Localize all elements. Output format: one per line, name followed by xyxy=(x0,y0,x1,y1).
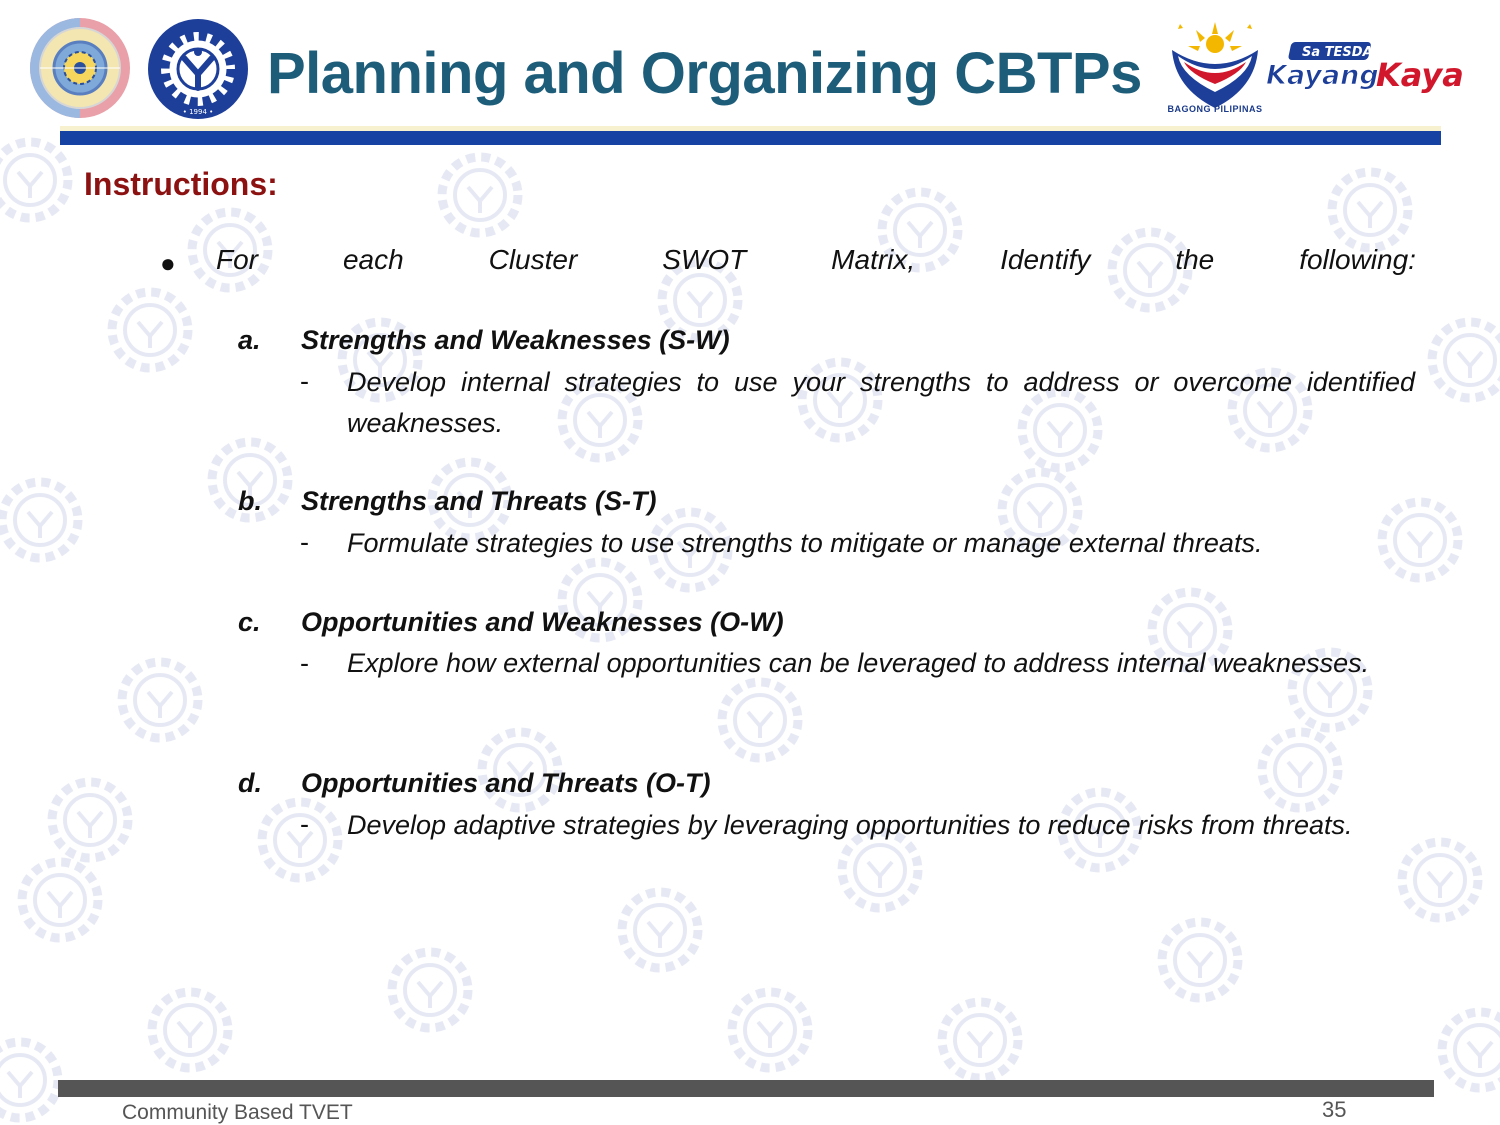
item-letter-c: c. xyxy=(238,607,261,637)
intro-word: For xyxy=(216,244,258,275)
footer-bar xyxy=(58,1080,1434,1097)
item-description-ot: Develop adaptive strategies by leveraging opportunities to reduce risks from threats. xyxy=(347,810,1353,840)
kayang-kaya-logo xyxy=(1262,40,1482,96)
intro-line xyxy=(216,244,1416,276)
page-number: 35 xyxy=(1322,1097,1347,1122)
footer-text: Community Based TVET xyxy=(122,1101,353,1124)
intro-word: Matrix, xyxy=(831,244,916,275)
item-letter-a: a. xyxy=(238,325,261,355)
tesda-seal-logo xyxy=(146,18,250,120)
kayang-kaya-right-text: Kaya xyxy=(1376,56,1464,94)
intro-word: following: xyxy=(1299,244,1416,275)
header-divider-bar xyxy=(60,131,1441,145)
intro-word: SWOT xyxy=(662,244,747,275)
intro-word: the xyxy=(1175,244,1215,275)
intro-word: Identify xyxy=(1000,244,1091,275)
cbtvet-seal-logo xyxy=(28,16,132,120)
intro-word: Cluster xyxy=(488,244,578,275)
item-heading-sw: Strengths and Weaknesses (S-W) xyxy=(301,325,730,355)
item-dash: - xyxy=(300,648,309,678)
item-letter-d: d. xyxy=(238,768,262,798)
item-description-sw: Develop internal strategies to use your strengths to address or overcome identified weaknesses. xyxy=(347,367,1415,438)
bullet-icon: ● xyxy=(160,248,176,278)
kayang-kaya-top-text: Sa TESDA, xyxy=(1302,45,1378,60)
intro-word: each xyxy=(342,244,404,275)
kayang-kaya-left-text: Kayang xyxy=(1266,60,1379,91)
item-dash: - xyxy=(300,527,309,557)
page-title: Planning and Organizing CBTPs xyxy=(267,41,1142,106)
instructions-heading: Instructions: xyxy=(84,166,278,202)
item-heading-ot: Opportunities and Threats (O-T) xyxy=(301,768,711,798)
item-letter-b: b. xyxy=(238,486,262,516)
item-heading-st: Strengths and Threats (S-T) xyxy=(301,486,657,516)
svg-text:• 1994 •: • 1994 • xyxy=(182,108,214,116)
bagong-pilipinas-caption: BAGONG PILIPINAS xyxy=(1167,104,1263,114)
item-dash: - xyxy=(300,809,309,839)
item-dash: - xyxy=(300,366,309,396)
item-description-ow: Explore how external opportunities can be leveraged to address internal weaknesses. xyxy=(347,648,1370,678)
item-description-st: Formulate strategies to use strengths to mitigate or manage external threats. xyxy=(347,528,1263,558)
item-heading-ow: Opportunities and Weaknesses (O-W) xyxy=(301,607,784,637)
